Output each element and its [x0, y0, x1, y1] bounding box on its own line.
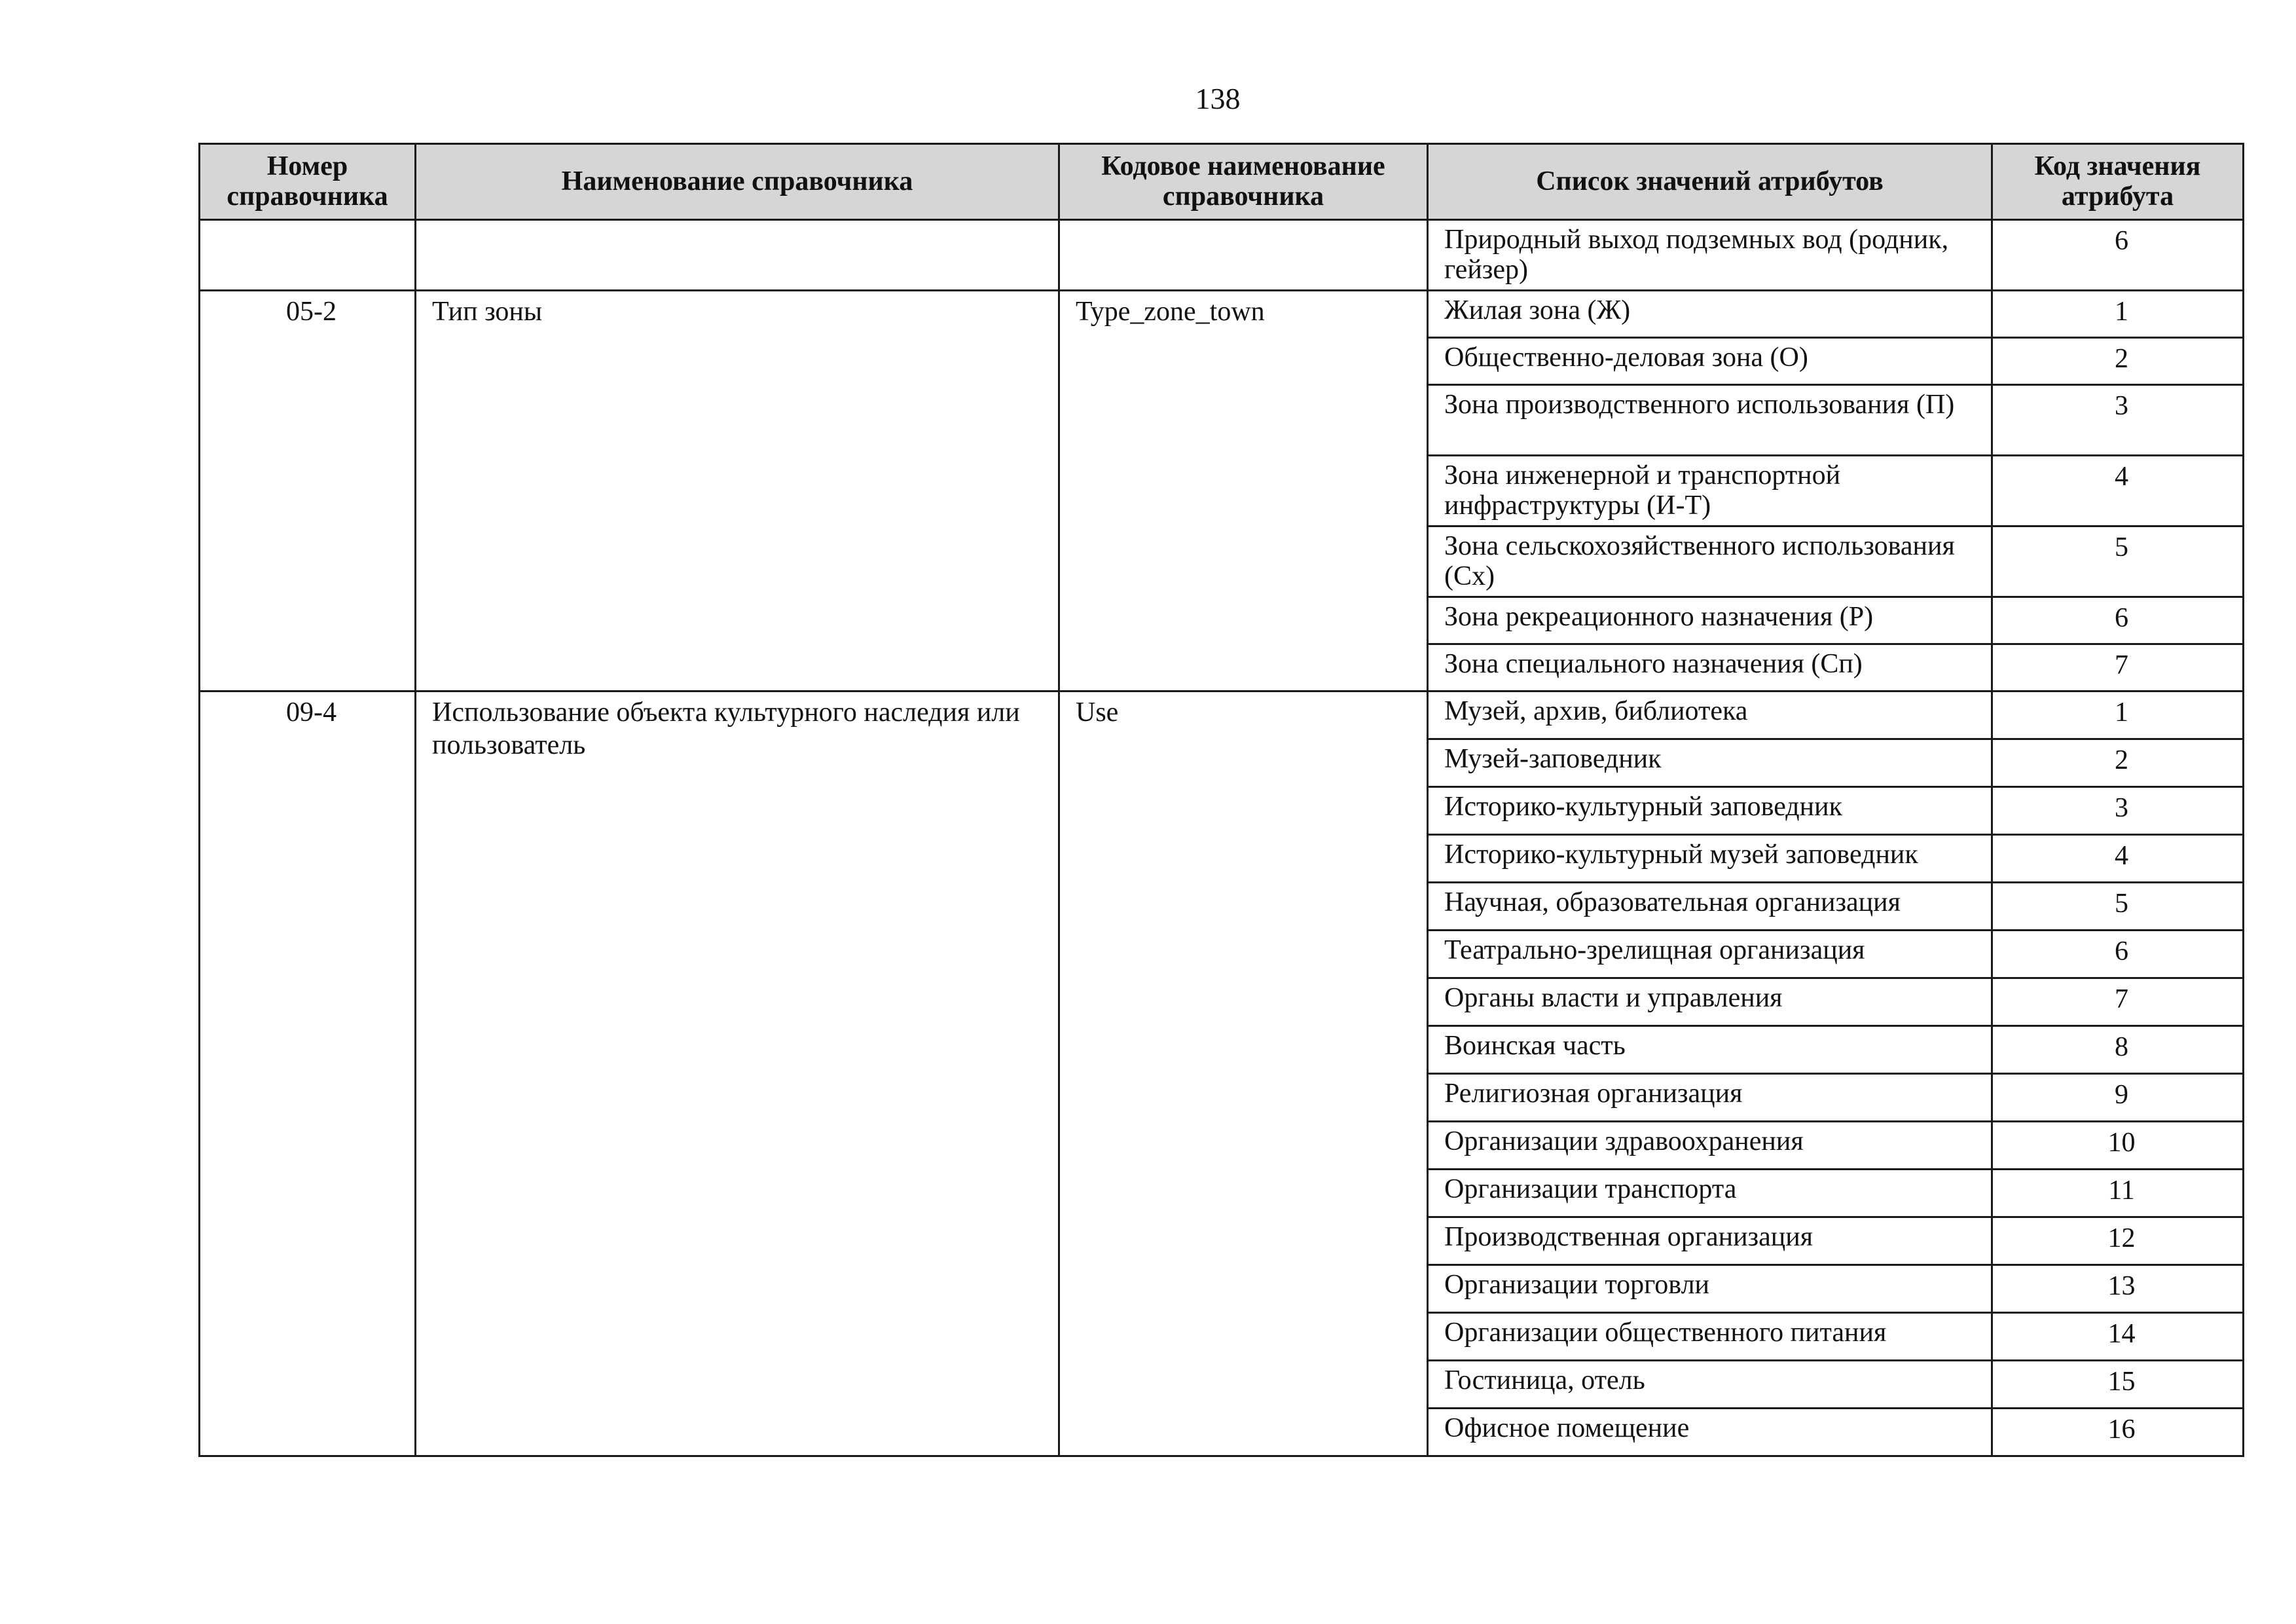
attribute-code: 7: [1992, 644, 2244, 692]
attribute-code: 7: [1992, 978, 2244, 1026]
attribute-code: 1: [1992, 692, 2244, 739]
continuation-row: [200, 220, 2244, 291]
attribute-code: 14: [1992, 1313, 2244, 1361]
attribute-value: Организации транспорта: [1428, 1170, 1992, 1217]
attribute-code: 8: [1992, 1026, 2244, 1074]
attribute-value: Театрально-зрелищная организация: [1428, 931, 1992, 978]
attribute-code: 3: [1992, 385, 2244, 456]
attribute-value: Музей-заповедник: [1428, 739, 1992, 787]
attribute-code: 1: [1992, 291, 2244, 338]
attribute-code: 15: [1992, 1361, 2244, 1409]
attribute-value: Гостиница, отель: [1428, 1361, 1992, 1409]
header-value-code: Код значения атрибута: [1992, 144, 2244, 220]
table-body: [200, 220, 2244, 1456]
attribute-value: Органы власти и управления: [1428, 978, 1992, 1026]
continuation-code-name-cell: [1059, 220, 1428, 291]
attribute-code: 6: [1992, 931, 2244, 978]
directory-code-name: Use: [1059, 692, 1428, 1456]
directory-name: Тип зоны: [416, 291, 1059, 692]
attribute-code: 10: [1992, 1122, 2244, 1170]
attribute-code: 4: [1992, 835, 2244, 883]
attribute-code: 5: [1992, 883, 2244, 931]
attribute-code: 2: [1992, 338, 2244, 385]
continuation-name-cell: [416, 220, 1059, 291]
directory-code-name: Type_zone_town: [1059, 291, 1428, 692]
attribute-code: 6: [1992, 597, 2244, 644]
attribute-code: 11: [1992, 1170, 2244, 1217]
attribute-value: Зона производственного использования (П): [1428, 385, 1992, 456]
header-code-name: Кодовое наименование справочника: [1059, 144, 1428, 220]
attribute-code: 4: [1992, 456, 2244, 526]
attribute-value: Религиозная организация: [1428, 1074, 1992, 1122]
attribute-value: Организации торговли: [1428, 1265, 1992, 1313]
attribute-value: Воинская часть: [1428, 1026, 1992, 1074]
attribute-code: 13: [1992, 1265, 2244, 1313]
attribute-code: 16: [1992, 1409, 2244, 1456]
header-name: Наименование справочника: [416, 144, 1059, 220]
attribute-value: Жилая зона (Ж): [1428, 291, 1992, 338]
directory-name: Использование объекта культурного наследия или пользователь: [416, 692, 1059, 1456]
attribute-value: Зона специального назначения (Сп): [1428, 644, 1992, 692]
attribute-value: Общественно-деловая зона (О): [1428, 338, 1992, 385]
attribute-code: 9: [1992, 1074, 2244, 1122]
header-row: [200, 144, 2244, 220]
attribute-value: Зона инженерной и транспортной инфраструктуры (И-Т): [1428, 456, 1992, 526]
attribute-code: 2: [1992, 739, 2244, 787]
directory-table: [198, 143, 2244, 1457]
attribute-value: Историко-культурный музей заповедник: [1428, 835, 1992, 883]
continuation-number-cell: [200, 220, 416, 291]
table-header: [200, 144, 2244, 220]
attribute-value: Природный выход подземных вод (родник, гейзер): [1428, 220, 1992, 291]
attribute-value: Организации здравоохранения: [1428, 1122, 1992, 1170]
attribute-code: 6: [1992, 220, 2244, 291]
attribute-value: Зона сельскохозяйственного использования (Сх): [1428, 526, 1992, 597]
attribute-value: Производственная организация: [1428, 1217, 1992, 1265]
directory-number: 05-2: [200, 291, 416, 692]
attribute-value: Историко-культурный заповедник: [1428, 787, 1992, 835]
table-row: [200, 692, 2244, 739]
table-row: [200, 291, 2244, 338]
header-number: Номер справочника: [200, 144, 416, 220]
directory-number: 09-4: [200, 692, 416, 1456]
attribute-value: Музей, архив, библиотека: [1428, 692, 1992, 739]
attribute-value: Организации общественного питания: [1428, 1313, 1992, 1361]
attribute-code: 3: [1992, 787, 2244, 835]
attribute-value: Научная, образовательная организация: [1428, 883, 1992, 931]
attribute-value: Зона рекреационного назначения (Р): [1428, 597, 1992, 644]
attribute-code: 5: [1992, 526, 2244, 597]
header-values-list: Список значений атрибутов: [1428, 144, 1992, 220]
page-number: 138: [1195, 82, 1241, 115]
attribute-value: Офисное помещение: [1428, 1409, 1992, 1456]
attribute-code: 12: [1992, 1217, 2244, 1265]
